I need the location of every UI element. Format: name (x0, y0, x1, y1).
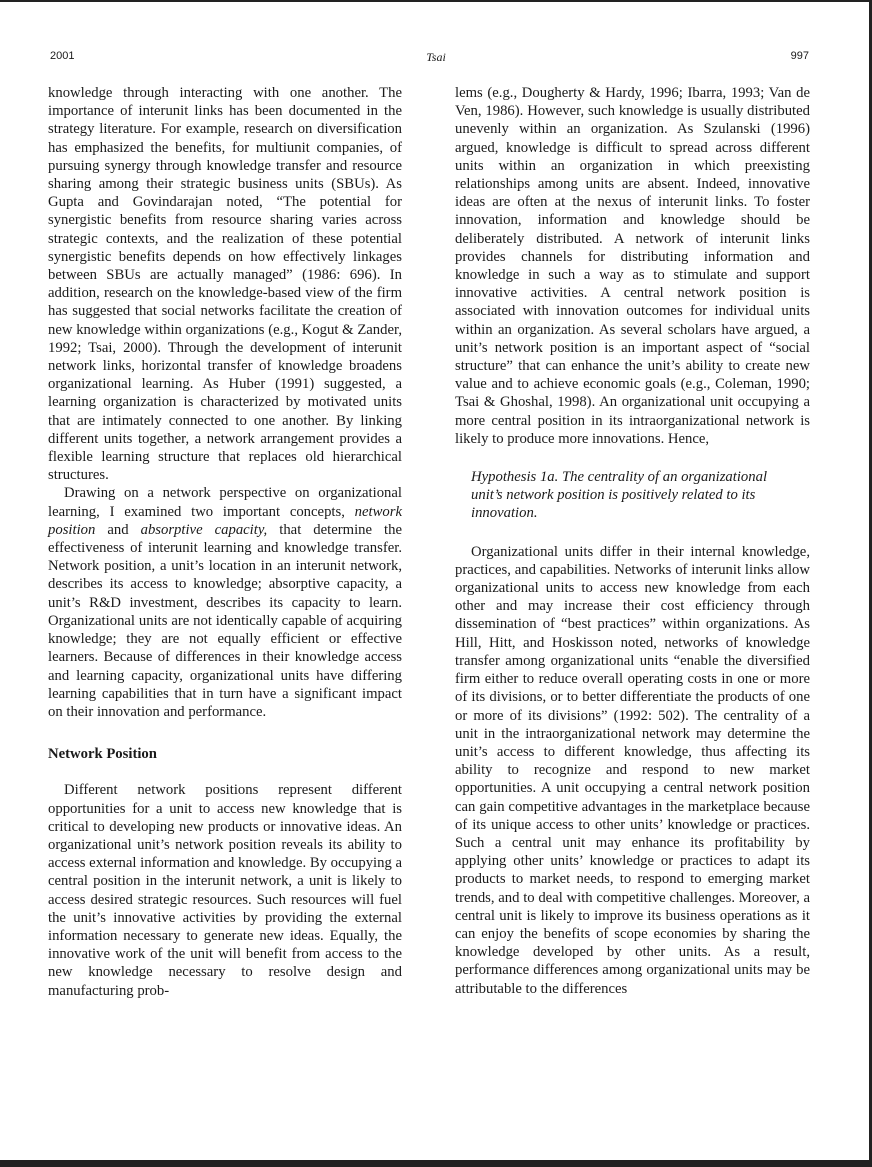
body-paragraph: Organizational units differ in their internal knowledge, practices, and capabilities. Networks of interunit links allow organizational units to access new knowledge from each other and may increase their cost efficiency through dissemination of “best practices” within organizations. As Hill, Hitt, and Hoskisson noted, networks of knowledge transfer among organizational units “enable the diversified firm either to reduce overall operating costs in one or more of its divisions, or to better differentiate the products of one or more of its divisions” (1992: 502). The centrality of a unit in the intraorganizational network may determine the unit’s access to different knowledge, thus affecting its ability to recognize and respond to new market opportunities. A unit occupying a central network position can gain competitive advantages in the marketplace because of its unique access to other units’ knowledge or practices. Such a central unit may enhance its profitability by applying other units’ knowledge or practices to adapt its products to market needs, to respond to emerging market trends, and to deal with competitive challenges. Moreover, a central unit is likely to improve its business operations as it can enjoy the benefits of scope economies by sharing the knowledge developed by other units. As a result, performance differences among organizational units may be attributable to the differences (455, 543, 810, 997)
right-column (455, 84, 810, 998)
body-paragraph: Different network positions represent different opportunities for a unit to access new knowledge that is critical to developing new products or innovative ideas. An organizational unit’s network position reveals its ability to access external information and knowledge. By occupying a central position in the interunit network, a unit is likely to access desired strategic resources. Such resources will fuel the unit’s innovative activities by providing the external information necessary to generate new ideas. Equally, the innovative work of the unit will benefit from access to the new knowledge necessary to resolve design and manufacturing prob- (48, 782, 403, 999)
body-paragraph: lems (e.g., Dougherty & Hardy, 1996; Ibarra, 1993; Van de Ven, 1986). However, such knowledge is usually distributed unevenly within an organization. As Szulanski (1996) argued, knowledge is difficult to spread across different units within an organization in which preexisting relationships among units are absent. Indeed, innovative ideas are often at the nexus of interunit links. To foster innovation, information and knowledge should be deliberately distributed. A network of interunit links provides channels for distributing information and knowledge in such a way as to stimulate and support innovative activities. A central network position is associated with innovation outcomes for individual units within an organization. As several scholars have argued, a unit’s network position is an important aspect of “social structure” that can enhance the unit’s ability to create new value and to achieve economic goals (e.g., Coleman, 1990; Tsai & Ghoshal, 1998). An organizational unit occupying a more central position in its intraorganizational network is likely to produce more innovations. Hence, (455, 85, 810, 447)
page-border-top (0, 0, 872, 2)
term-absorptive-capacity: absorptive capacity, (140, 521, 268, 538)
body-paragraph (48, 484, 402, 721)
hypothesis-1a: Hypothesis 1a. The centrality of an organizational unit’s network position is positively related to its innovation. (471, 469, 768, 522)
term-network-position: network position (48, 503, 402, 538)
paragraph-text: and (95, 521, 141, 538)
paragraph-text: that determine the effectiveness of interunit learning and knowledge transfer. Network position, a unit’s location in an interunit network, describes its access to knowledge; absorptive capacity, a unit’s R&D investment, describes its capacity to learn. Organizational units are not identically capable of acquiring knowledge; they are not equally efficient or effective learners. Because of differences in their knowledge access and learning capacity, organizational units have differing learning capabilities that in turn have a significant impact on their innovation and performance. (48, 521, 402, 720)
page-header (0, 50, 872, 68)
body-paragraph: knowledge through interacting with one another. The importance of interunit links has been documented in the strategy literature. For example, research on diversification has emphasized the benefits, for multiunit companies, of pursuing synergy through knowledge transfer and resource sharing among their strategic business units (SBUs). As Gupta and Govindarajan noted, “The potential for synergistic benefits from resource sharing varies across strategic contexts, and the realization of these potential synergistic benefits depends on how effectively linkages between SBUs are actually managed” (1986: 696). In addition, research on the knowledge-based view of the firm has suggested that social networks facilitate the creation of new knowledge within organizations (e.g., Kogut & Zander, 1992; Tsai, 2000). Through the development of interunit network links, horizontal transfer of knowledge broadens organizational learning. As Huber (1991) suggested, a learning organization is characterized by motivated units that are intimately connected to one another. By linking different units together, a network arrangement provides a flexible learning structure that replaces old hierarchical structures. (48, 85, 402, 484)
paragraph-text: Drawing on a network perspective on organizational learning, I examined two important concepts, (48, 485, 402, 520)
journal-year: 2001 (50, 50, 75, 62)
section-heading: Network Position (48, 746, 157, 763)
left-column (48, 84, 402, 1000)
page-number: 997 (790, 50, 809, 62)
running-head: Tsai (426, 50, 446, 64)
page-border-bottom (0, 1160, 872, 1167)
